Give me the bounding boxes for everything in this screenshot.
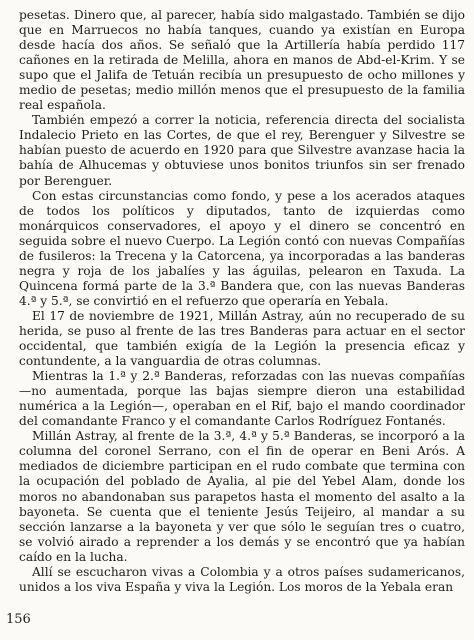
paragraph: El 17 de noviembre de 1921, Millán Astray, aún no recuperado de su herida, se puso al frente de las tres Banderas para actuar en el sector occidental, que también exigía de la Legión la presencia eficaz y contundente, a la vanguardia de otras columnas.: [19, 308, 465, 369]
paragraph: Mientras la 1.ª y 2.ª Banderas, reforzadas con las nuevas compañías —no aumentada, porque las bajas siempre dieron una estabilidad numérica a la Legión—, operaban en el Rif, bajo el mando coordinador del comandante Franco y el comandante Carlos Rodríguez Fontanés.: [19, 369, 465, 429]
page-number: 156: [6, 612, 31, 627]
paragraph: Millán Astray, al frente de la 3.ª, 4.ª y 5.ª Banderas, se incorporó a la columna del coronel Serrano, con el fin de operar en Beni Arós. A mediados de diciembre participan en el rudo combate que termina con la ocupación del poblado de Ayalia, al pie del Yebel Alam, donde los moros no abandonaban sus parapetos hasta el momento del asalto a la bayoneta. Se cuenta que el teniente Jesús Teijeiro, al mandar a su sección lanzarse a la bayoneta y ver que sólo le seguían tres o cuatro, se volvió airado a reprender a los demás y se encontró que ya habían caído en la lucha.: [19, 429, 465, 564]
body-text: [19, 8, 465, 595]
paragraph: pesetas. Dinero que, al parecer, había sido malgastado. También se dijo que en Marruecos no había tanques, cuando ya existían en Europa desde hacía dos años. Se señaló que la Artillería había perdido 117 cañones en la retirada de Melilla, ahora en manos de Abd-el-Krim. Y se supo que el Jalifa de Tetuán recibía un presupuesto de ocho millones y medio de pesetas; medio millón menos que el presupuesto de la familia real española.: [19, 8, 465, 113]
paragraph: Con estas circunstancias como fondo, y pese a los acerados ataques de todos los políticos y diputados, tanto de izquierdas como monárquicos conservadores, el apoyo y el dinero se concentró en seguida sobre el nuevo Cuerpo. La Legión contó con nuevas Compañías de fusileros: la Trecena y la Catorcena, ya incorporadas a las banderas negra y roja de los jabalíes y las águilas, pelearon en Taxuda. La Quincena formá parte de la 3.ª Bandera que, con las nuevas Banderas 4.ª y 5.ª, se convirtió en el refuerzo que operaría en Yebala.: [19, 188, 465, 308]
paragraph: Allí se escucharon vivas a Colombia y a otros países sudamericanos, unidos a los viva España y viva la Legión. Los moros de la Yebala eran: [19, 564, 465, 594]
paragraph: También empezó a correr la noticia, referencia directa del socialista Indalecio Prieto en las Cortes, de que el rey, Berenguer y Silvestre se habían puesto de acuerdo en 1920 para que Silvestre avanzase hacia la bahía de Alhucemas y obtuviese unos bonitos triunfos sin ser frenado por Berenguer.: [19, 113, 465, 188]
